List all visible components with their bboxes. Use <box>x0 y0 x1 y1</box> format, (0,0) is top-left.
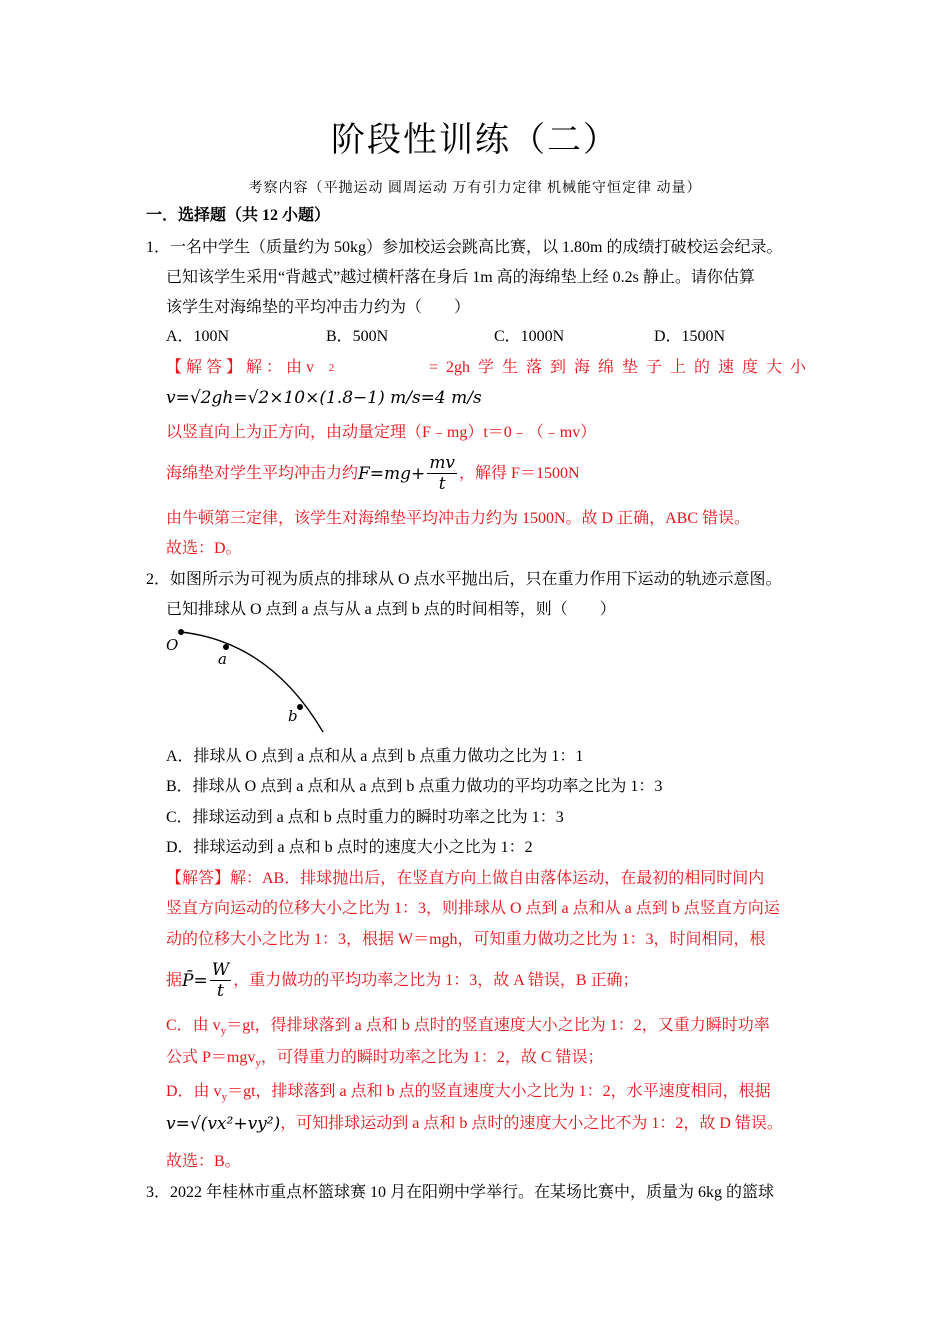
q2-option-a: A．排球从 O 点到 a 点和从 a 点到 b 点重力做功之比为 1：1 <box>166 748 584 765</box>
q2-answer-line5-pre: C．由 v <box>166 1017 221 1034</box>
q2-fraction-numerator: W <box>211 960 230 980</box>
q2-answer-line4-pre: 据 <box>166 971 183 989</box>
point-b <box>297 704 303 710</box>
q2-answer-line6 <box>166 1048 604 1073</box>
q1-fraction-numerator: mv <box>429 453 456 473</box>
q1-answer-line1-sup: 2 <box>328 362 335 374</box>
q2-answer-line4-post: ，重力做功的平均功率之比为 1：3，故 A 错误，B 正确； <box>233 971 639 989</box>
q1-answer-line1-post: = 2gh 学 生 落 到 海 绵 垫 子 上 的 速 度 大 小 <box>428 359 806 376</box>
q3-stem-line1: 3．2022 年桂林市重点杯篮球赛 10 月在阳朔中学举行。在某场比赛中，质量为 6kg 的篮球 <box>146 1184 775 1201</box>
q1-answer-line5: 由牛顿第三定律，该学生对海绵垫平均冲击力约为 1500N。故 D 正确，ABC 错误。 <box>166 510 751 527</box>
q1-option-c: C．1000N <box>494 328 565 345</box>
trajectory-figure <box>160 622 340 738</box>
q1-fraction-denominator: t <box>438 474 446 494</box>
q2-answer-line8 <box>166 1114 783 1134</box>
q2-answer-line6-sub: y <box>255 1057 261 1070</box>
q2-answer-line6-post: ，可得重力的瞬时功率之比为 1：2，故 C 错误； <box>260 1049 604 1066</box>
q2-stem-line1: 2．如图所示为可视为质点的排球从 O 点水平抛出后，只在重力作用下运动的轨迹示意图。 <box>146 571 782 588</box>
q2-fraction-denominator: t <box>217 981 224 1001</box>
q2-fraction <box>210 960 231 1001</box>
q2-answer-line5-sub: y <box>220 1025 227 1038</box>
q1-answer-line4 <box>166 453 580 494</box>
q2-formula-power: P̄= <box>182 970 208 991</box>
q2-option-b: B．排球从 O 点到 a 点和从 a 点到 b 点重力做功的平均功率之比为 1：3 <box>166 778 663 795</box>
q2-answer-line2: 竖直方向运动的位移大小之比为 1：3，则排球从 O 点到 a 点和从 a 点到 b 点竖直方向运 <box>166 900 780 917</box>
q1-option-a: A．100N <box>166 328 230 345</box>
q2-option-c: C．排球运动到 a 点和 b 点时重力的瞬时功率之比为 1：3 <box>166 809 564 826</box>
q2-stem-line2: 已知排球从 O 点到 a 点与从 a 点到 b 点的时间相等，则（ ） <box>166 601 616 618</box>
q2-answer-line5 <box>166 1016 770 1041</box>
label-a: a <box>218 650 227 668</box>
q1-stem-line1: 1．一名中学生（质量约为 50kg）参加校运会跳高比赛，以 1.80m 的成绩打破校运会纪录。 <box>146 239 783 256</box>
point-o <box>178 629 184 635</box>
page-subtitle: 考察内容（平抛运动 圆周运动 万有引力定律 机械能守恒定律 动量） <box>248 181 702 196</box>
q1-formula-velocity: v=√2gh=√2×10×(1.8−1) m/s=4 m/s <box>166 388 482 408</box>
q1-option-b: B．500N <box>326 328 389 345</box>
q2-answer-line8-post: ，可知排球运动到 a 点和 b 点时的速度大小之比不为 1：2，故 D 错误。 <box>280 1115 783 1132</box>
q2-option-d: D．排球运动到 a 点和 b 点时的速度大小之比为 1：2 <box>166 839 533 856</box>
q2-answer-line7-pre: D．由 v <box>166 1083 222 1100</box>
q2-answer-line1: 【解答】解：AB．排球抛出后，在竖直方向上做自由落体运动，在最初的相同时间内 <box>166 870 765 887</box>
q1-stem-line2: 已知该学生采用“背越式”越过横杆落在身后 1m 高的海绵垫上经 0.2s 静止。请你估算 <box>166 269 755 286</box>
q1-answer-line4-post: ，解得 F＝1500N <box>459 464 580 482</box>
q2-answer-line7-post: ＝gt，排球落到 a 点和 b 点的竖直速度大小之比为 1：2，水平速度相同，根据 <box>227 1083 771 1100</box>
q1-answer-line1 <box>166 358 806 378</box>
q1-answer-line1-pre: 【 解 答 】 解 ： 由 v <box>166 359 315 376</box>
q1-stem-line3: 该学生对海绵垫的平均冲击力约为（ ） <box>166 299 471 316</box>
label-o: O <box>166 636 179 654</box>
q1-answer-line6: 故选：D。 <box>166 540 242 557</box>
page-title: 阶段性训练（二） <box>331 120 619 160</box>
q2-answer-line4 <box>166 960 639 1001</box>
q1-fraction <box>427 453 457 494</box>
q2-answer-line9: 故选：B。 <box>166 1153 241 1170</box>
q1-answer-line4-pre: 海绵垫对学生平均冲击力约 <box>166 464 359 482</box>
q2-answer-line7 <box>166 1082 771 1107</box>
q1-option-d: D．1500N <box>654 328 726 345</box>
q2-answer-line5-post: ＝gt，得排球落到 a 点和 b 点时的竖直速度大小之比为 1：2，又重力瞬时功率 <box>226 1017 770 1034</box>
q2-answer-line7-sub: y <box>221 1091 228 1104</box>
q1-answer-line3: 以竖直向上为正方向，由动量定理（F﹣mg）t＝0﹣（﹣mv） <box>166 424 597 441</box>
q2-answer-line6-pre: 公式 P＝mgv <box>166 1049 256 1066</box>
label-b: b <box>288 707 298 725</box>
section-heading: 一．选择题（共 12 小题） <box>146 207 331 224</box>
trajectory-curve <box>181 632 323 732</box>
q1-formula-force: F=mg+ <box>358 463 426 484</box>
q2-formula-speed: v=√(vx²+vy²) <box>166 1114 281 1134</box>
q2-answer-line3: 动的位移大小之比为 1：3，根据 W＝mgh，可知重力做功之比为 1：3，时间相同，根 <box>166 931 766 948</box>
